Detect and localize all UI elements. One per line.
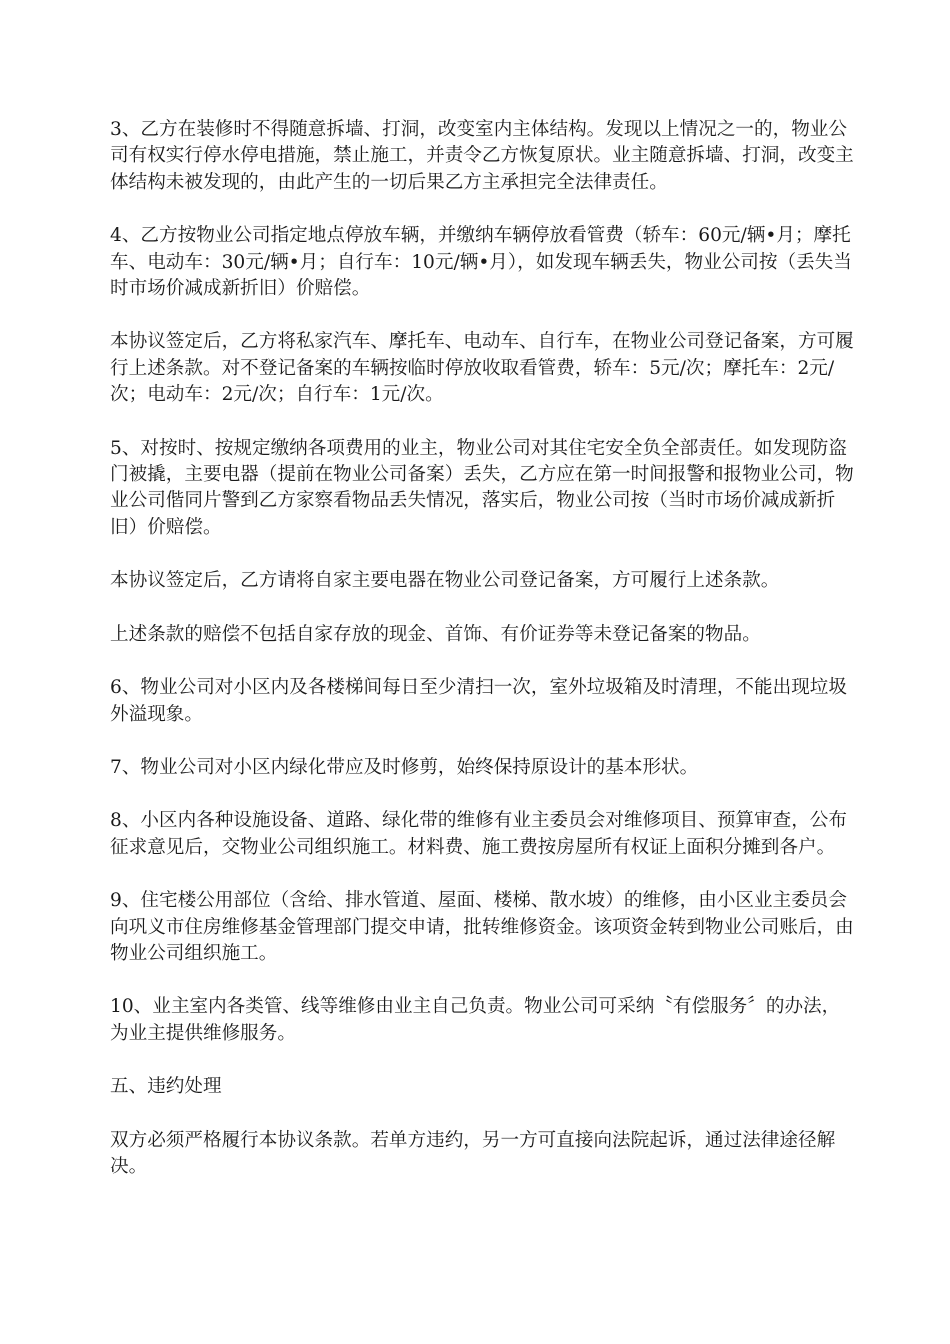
clause-3-paragraph: 3、乙方在装修时不得随意拆墙、打洞，改变室内主体结构。发现以上情况之一的，物业公司有权实行停水停电措施，禁止施工，并责令乙方恢复原状。业主随意拆墙、打洞，改变主体结构未被发现的，由此产生的一切后果乙方主承担完全法律责任。 bbox=[110, 119, 854, 193]
clause-6-paragraph: 6、物业公司对小区内及各楼梯间每日至少清扫一次，室外垃圾箱及时清理，不能出现垃圾外溢现象。 bbox=[110, 677, 847, 725]
section-heading-breach: 五、违约处理 bbox=[110, 1076, 222, 1098]
clause-5-paragraph: 5、对按时、按规定缴纳各项费用的业主，物业公司对其住宅安全负全部责任。如发现防盗门被撬，主要电器（提前在物业公司备案）丢失，乙方应在第一时间报警和报物业公司，物业公司偕同片警到乙方家察看物品丢失情况，落实后，物业公司按（当时市场价减成新折旧）价赔偿。 bbox=[110, 437, 854, 538]
document-body bbox=[110, 117, 855, 1207]
compensation-exclusion-paragraph: 上述条款的赔偿不包括自家存放的现金、首饰、有价证券等未登记备案的物品。 bbox=[110, 623, 761, 645]
clause-7-paragraph: 7、物业公司对小区内绿化带应及时修剪，始终保持原设计的基本形状。 bbox=[110, 756, 699, 778]
appliance-registration-paragraph: 本协议签定后，乙方请将自家主要电器在物业公司登记备案，方可履行上述条款。 bbox=[110, 570, 780, 592]
clause-4-paragraph: 4、乙方按物业公司指定地点停放车辆，并缴纳车辆停放看管费（轿车：60元/辆•月；摩托车、电动车：30元/辆•月；自行车：10元/辆•月），如发现车辆丢失，物业公司按（丢失当时市场价减成新折旧）价赔偿。 bbox=[110, 225, 852, 300]
vehicle-registration-paragraph: 本协议签定后，乙方将私家汽车、摩托车、电动车、自行车，在物业公司登记备案，方可履行上述条款。对不登记备案的车辆按临时停放收取看管费，轿车：5元/次；摩托车：2元/次；电动车：2元/次；自行车：1元/次。 bbox=[110, 331, 854, 406]
breach-handling-paragraph: 双方必须严格履行本协议条款。若单方违约，另一方可直接向法院起诉，通过法律途径解决。 bbox=[110, 1129, 836, 1177]
clause-10-paragraph: 10、业主室内各类管、线等维修由业主自己负责。物业公司可采纳〝有偿服务〞的办法，为业主提供维修服务。 bbox=[110, 996, 841, 1044]
clause-8-paragraph: 8、小区内各种设施设备、道路、绿化带的维修有业主委员会对维修项目、预算审查，公布征求意见后，交物业公司组织施工。材料费、施工费按房屋所有权证上面积分摊到各户。 bbox=[110, 810, 847, 858]
clause-9-paragraph: 9、住宅楼公用部位（含给、排水管道、屋面、楼梯、散水坡）的维修，由小区业主委员会向巩义市住房维修基金管理部门提交申请，批转维修资金。该项资金转到物业公司账后，由物业公司组织施工。 bbox=[110, 890, 854, 964]
